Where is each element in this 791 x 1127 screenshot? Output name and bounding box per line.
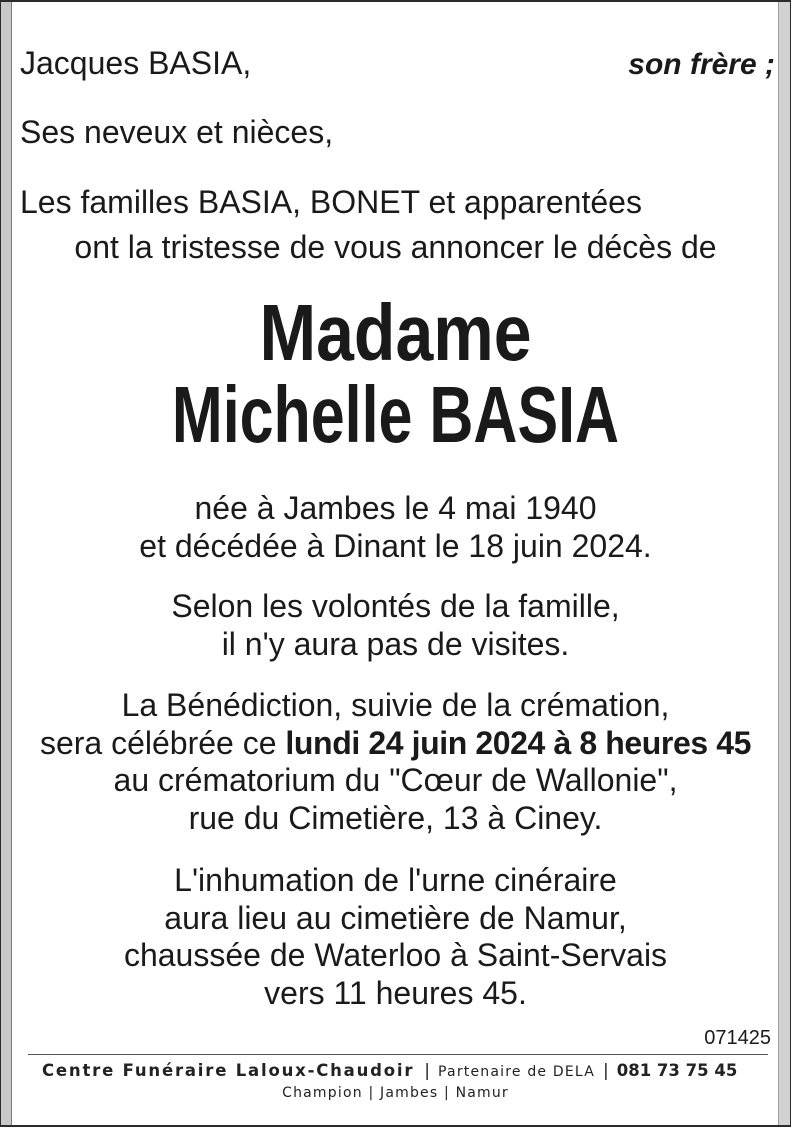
interment-line-3: chaussée de Waterloo à Saint-Servais (123, 937, 668, 974)
ceremony-line-1: La Bénédiction, suivie de la crémation, (121, 687, 670, 723)
visitation-info (0, 587, 791, 663)
mourner-brother-row (20, 44, 775, 84)
deceased-name: Michelle BASIA (171, 370, 620, 459)
ceremony-intro: sera célébrée ce (39, 724, 286, 761)
announcement-line: ont la tristesse de vous annoncer le décès de (74, 229, 717, 265)
life-dates (0, 489, 791, 565)
reference-number: 071425 (704, 1027, 771, 1049)
ceremony-info (0, 687, 791, 837)
ceremony-date-time: lundi 24 juin 2024 à 8 heures 45 (285, 724, 752, 761)
interment-line-2: aura lieu au cimetière de Namur, (164, 899, 627, 936)
visitation-line-1: Selon les volontés de la famille, (171, 588, 620, 624)
mourner-brother-name: Jacques BASIA, (20, 45, 252, 81)
ceremony-line-4: rue du Cimetière, 13 à Ciney. (188, 799, 603, 836)
interment-line-4: vers 11 heures 45. (264, 974, 527, 1011)
funeral-home-locations: Champion | Jambes | Namur (282, 1085, 509, 1101)
visitation-line-2: il n'y aura pas de visites. (221, 626, 570, 662)
mourner-families: Les familles BASIA, BONET et apparentées (20, 184, 642, 220)
ceremony-line-3: au crématorium du "Cœur de Wallonie", (113, 762, 678, 799)
ceremony-line-2 (0, 725, 791, 763)
funeral-home-partner: Partenaire de DELA (438, 1064, 596, 1080)
footer-separator: | (424, 1061, 431, 1081)
footer-separator: | (603, 1061, 609, 1081)
funeral-home-phone: 081 73 75 45 (616, 1061, 738, 1080)
footer-divider (28, 1054, 768, 1055)
funeral-home-line (42, 1061, 737, 1082)
deceased-title: Madame (259, 288, 532, 377)
interment-line-1: L'inhumation de l'urne cinéraire (174, 862, 617, 898)
death-line: et décédée à Dinant le 18 juin 2024. (139, 528, 652, 564)
interment-info (0, 862, 791, 1012)
birth-line: née à Jambes le 4 mai 1940 (194, 490, 597, 526)
mourner-nephews-nieces: Ses neveux et nièces, (20, 114, 334, 150)
funeral-home-name: Centre Funéraire Laloux-Chaudoir (42, 1061, 415, 1080)
deceased-heading (0, 288, 791, 459)
mourner-brother-relation: son frère ; (628, 48, 775, 81)
